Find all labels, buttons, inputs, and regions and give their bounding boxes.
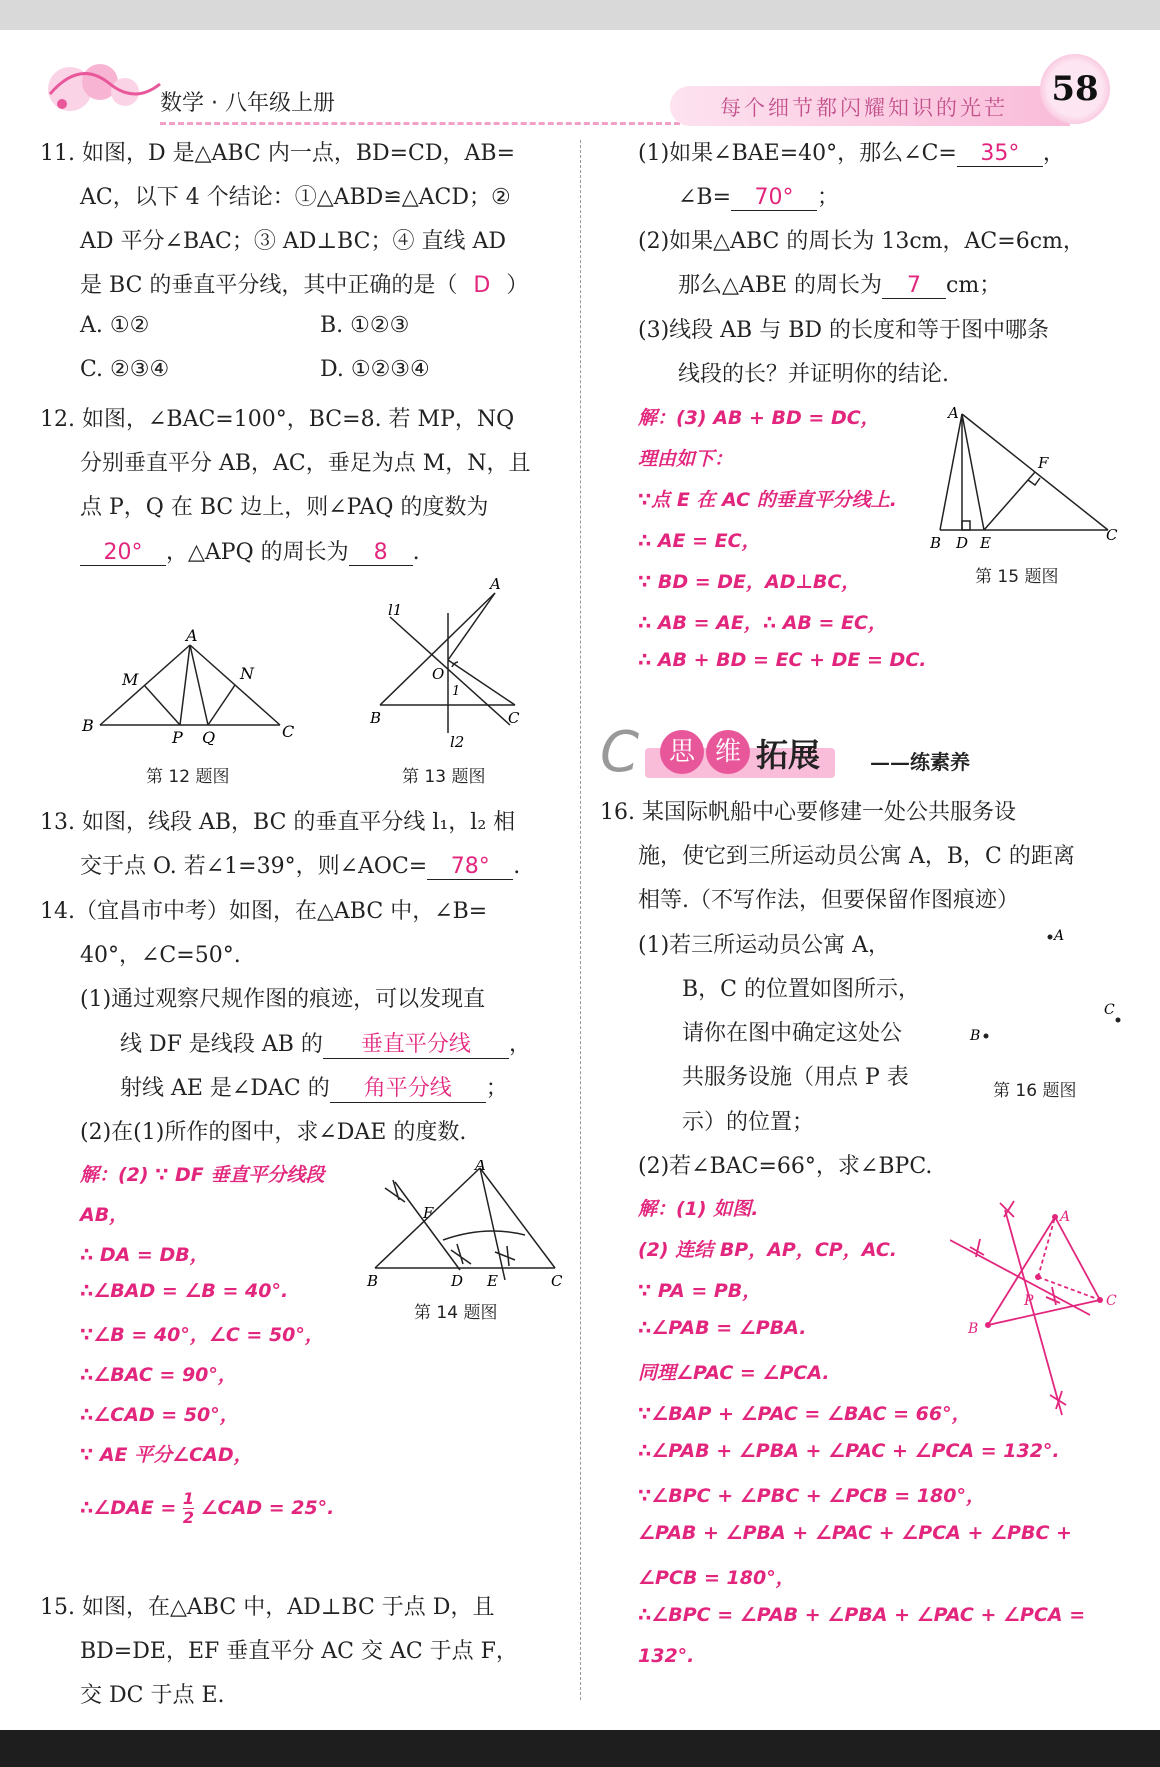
q16-line-1: 16. 某国际帆船中心要修建一处公共服务设 [600, 800, 1016, 825]
q15-line-2: BD=DE，EF 垂直平分 AC 交 AC 于点 F， [80, 1639, 518, 1664]
q12-end: . [412, 540, 420, 565]
sol15-line-5: ∵ BD = DE，AD⊥BC， [638, 571, 861, 593]
q12-line-3: 点 P，Q 在 BC 边上，则∠PAQ 的度数为 [80, 495, 489, 520]
fig15-label-d: D [956, 534, 969, 550]
q11-option-b: B. ①②③ [320, 313, 410, 338]
section-char-2: 维 [706, 730, 750, 774]
fig12-label-p: P [172, 728, 183, 745]
fig12-label-q: Q [202, 728, 216, 745]
fig16sol-label-a: A [1060, 1209, 1071, 1225]
q11-option-a: A. ①② [80, 313, 150, 338]
sol16-line-12: 132°. [638, 1645, 695, 1667]
fig13-label-b: B [370, 709, 382, 727]
sol16-line-6: ∵∠BAP + ∠PAC = ∠BAC = 66°， [638, 1403, 971, 1425]
fig14-label-a: A [475, 1160, 486, 1174]
fig14-label-e: E [487, 1272, 498, 1290]
sol16-line-9: ∠PAB + ∠PBA + ∠PAC + ∠PCA + ∠PBC + [638, 1522, 1072, 1544]
sol15-line-2: 理由如下： [638, 448, 734, 470]
q16-line-8: 示）的位置； [682, 1110, 815, 1135]
sol14-line-9-b: ∠CAD = 25°. [200, 1497, 335, 1519]
sol14-frac-den: 2 [182, 1508, 195, 1527]
sol16-line-1: 解：(1) 如图. [638, 1198, 759, 1220]
q11-line-4 [80, 268, 528, 299]
fig13-label-c: C [508, 709, 520, 727]
figure-16 [960, 920, 1130, 1040]
sol14-line-7: ∴∠CAD = 50°， [80, 1404, 239, 1426]
q15-part3-line-2: 线段的长？并证明你的结论. [678, 362, 949, 387]
column-divider [580, 140, 581, 1700]
fig13-label-l1: l1 [388, 601, 403, 619]
fig14-label-f: F [423, 1204, 434, 1222]
q11-option-d: D. ①②③④ [320, 357, 430, 382]
fig16sol-label-c: C [1106, 1293, 1117, 1309]
section-char-1: 思 [660, 730, 704, 774]
fig14-label-b: B [367, 1272, 379, 1290]
sol16-line-8: ∵∠BPC + ∠PBC + ∠PCB = 180°， [638, 1485, 985, 1507]
q15-part1-line-1 [638, 136, 1065, 167]
q14-line-5 [120, 1071, 508, 1103]
q15-part2-end: cm； [946, 273, 1002, 298]
q15-part1-sep: ， [1042, 141, 1065, 166]
q12-line-1: 12. 如图，∠BAC=100°，BC=8. 若 MP，NQ [40, 407, 515, 432]
q16-line-9: (2)若∠BAC=66°，求∠BPC. [638, 1154, 933, 1179]
fig13-label-1: 1 [452, 684, 461, 699]
sol15-line-6: ∴ AB = AE，∴ AB = EC， [638, 612, 887, 634]
sol16-line-10: ∠PCB = 180°， [638, 1567, 795, 1589]
sol14-line-1: 解：(2) ∵ DF 垂直平分线段 [80, 1164, 325, 1186]
fig14-label-c: C [551, 1272, 563, 1290]
fig15-label-e: E [980, 534, 991, 550]
section-letter: C [600, 720, 640, 785]
sol15-line-7: ∴ AB + BD = EC + DE = DC. [638, 649, 927, 671]
sol14-fraction [183, 1490, 194, 1527]
sol15-line-4: ∴ AE = EC， [638, 530, 761, 552]
q16-line-4: (1)若三所运动员公寓 A， [638, 933, 891, 958]
sol14-line-3: ∴ DA = DB， [80, 1244, 209, 1266]
q14-line-6: (2)在(1)所作的图中，求∠DAE 的度数. [80, 1120, 467, 1145]
q15-line-1: 15. 如图，在△ABC 中，AD⊥BC 于点 D，且 [40, 1595, 495, 1620]
sol16-line-11: ∴∠BPC = ∠PAB + ∠PBA + ∠PAC + ∠PCA = [638, 1604, 1086, 1626]
q13-line-2 [80, 849, 520, 880]
q16-line-5: B，C 的位置如图所示， [682, 977, 920, 1002]
figure-12 [80, 625, 300, 745]
q14-answer-1: 垂直平分线 [323, 1027, 509, 1059]
q15-part1-b-text: ∠B= [678, 185, 732, 210]
figure-14-caption: 第 14 题图 [414, 1303, 498, 1323]
q15-part1-answer-2: 70° [731, 185, 817, 211]
q11-line-2: AC，以下 4 个结论：①△ABD≌△ACD；② [80, 185, 511, 210]
q11-line-1: 11. 如图，D 是△ABC 内一点，BD=CD，AB= [40, 141, 516, 166]
fig16sol-label-b: B [968, 1321, 979, 1337]
q14-answer-2: 角平分线 [330, 1071, 486, 1103]
q14-line-4-end: ， [508, 1032, 531, 1057]
figure-13-caption: 第 13 题图 [402, 767, 486, 787]
motto-banner [670, 86, 1070, 126]
sol16-line-5: 同理∠PAC = ∠PCA. [638, 1362, 830, 1384]
q11-line-4-end: ） [506, 273, 529, 298]
sol14-line-9 [80, 1490, 334, 1527]
q11-line-3: AD 平分∠BAC；③ AD⊥BC；④ 直线 AD [80, 229, 506, 254]
q12-answer-2: 8 [349, 540, 413, 566]
figure-14 [365, 1160, 565, 1290]
page-number: 58 [1040, 54, 1110, 124]
header-dash [160, 122, 680, 125]
fig13-label-l2: l2 [450, 733, 465, 750]
section-subtitle: ——练素养 [870, 750, 970, 774]
q15-line-3: 交 DC 于点 E. [80, 1683, 225, 1708]
sol15-line-3: ∵点 E 在 AC 的垂直平分线上. [638, 489, 897, 511]
sol16-line-3: ∵ PA = PB， [638, 1280, 762, 1302]
q12-answer-1: 20° [80, 540, 166, 566]
figure-15 [930, 400, 1130, 550]
top-bar [0, 0, 1160, 30]
figure-13 [370, 575, 530, 750]
q11-answer: D [473, 273, 491, 298]
sol14-line-4: ∴∠BAD = ∠B = 40°. [80, 1280, 289, 1302]
q13-answer: 78° [427, 854, 513, 880]
fig14-label-d: D [451, 1272, 464, 1290]
sol16-line-2: (2) 连结 BP，AP，CP，AC. [638, 1239, 898, 1261]
fig12-label-n: N [240, 664, 254, 683]
sol16-line-4: ∴∠PAB = ∠PBA. [638, 1317, 807, 1339]
section-header [600, 720, 1120, 790]
q15-part2-line-2 [678, 268, 1001, 299]
q13-line-2-text: 交于点 O. 若∠1=39°，则∠AOC= [80, 854, 428, 879]
q14-line-2: 40°，∠C=50°. [80, 943, 241, 968]
q14-line-5-end: ； [485, 1076, 508, 1101]
q16-line-6: 请你在图中确定这处公 [682, 1021, 903, 1046]
page-header [40, 50, 1120, 130]
fig12-label-m: M [122, 670, 139, 689]
sol14-line-2: AB， [80, 1204, 129, 1226]
q14-line-4-text: 线 DF 是线段 AB 的 [120, 1032, 323, 1057]
q14-line-5-text: 射线 AE 是∠DAC 的 [120, 1076, 330, 1101]
motto-text: 每个细节都闪耀知识的光芒 [720, 96, 1008, 120]
q16-line-7: 共服务设施（用点 P 表 [682, 1065, 909, 1090]
q15-part1-text: (1)如果∠BAE=40°，那么∠C= [638, 141, 957, 166]
fig12-label-b: B [82, 716, 94, 735]
sol14-line-6: ∴∠BAC = 90°， [80, 1364, 237, 1386]
fig15-label-a: A [948, 404, 959, 422]
q12-line-2: 分别垂直平分 AB，AC，垂足为点 M，N，且 [80, 451, 531, 476]
fig12-label-c: C [282, 722, 295, 741]
q15-part2-answer: 7 [882, 273, 946, 299]
fig15-label-f: F [1038, 454, 1049, 472]
flower-decoration-icon [40, 54, 180, 124]
fig16sol-label-p: P [1024, 1293, 1034, 1309]
q15-part1-line-2 [678, 180, 839, 211]
q14-line-4 [120, 1027, 531, 1059]
fig16-label-a: A [1054, 928, 1065, 944]
q13-line-1: 13. 如图，线段 AB，BC 的垂直平分线 l₁，l₂ 相 [40, 810, 516, 835]
q15-part2-text: 那么△ABE 的周长为 [678, 273, 883, 298]
q16-line-2: 施，使它到三所运动员公寓 A，B，C 的距离 [638, 844, 1075, 869]
q14-line-1: 14.（宜昌市中考）如图，在△ABC 中，∠B= [40, 899, 488, 924]
figure-15-caption: 第 15 题图 [975, 567, 1059, 587]
sol15-line-1: 解：(3) AB + BD = DC， [638, 407, 880, 429]
q16-line-3: 相等.（不写作法，但要保留作图痕迹） [638, 888, 1019, 913]
q14-line-3: (1)通过观察尺规作图的痕迹，可以发现直 [80, 987, 486, 1012]
fig13-label-o: O [432, 665, 445, 683]
fig12-label-a: A [186, 626, 198, 645]
fig15-label-b: B [930, 534, 942, 550]
sol14-line-5: ∵∠B = 40°，∠C = 50°， [80, 1324, 324, 1346]
q13-end: . [513, 854, 521, 879]
book-title: 数学 · 八年级上册 [160, 91, 335, 116]
q15-part3-line-1: (3)线段 AB 与 BD 的长度和等于图中哪条 [638, 318, 1049, 343]
figure-16-solution [950, 1195, 1130, 1425]
bottom-bar [0, 1730, 1160, 1767]
fig13-label-a: A [490, 575, 501, 593]
q15-part1-end: ； [817, 185, 840, 210]
figure-16-caption: 第 16 题图 [993, 1081, 1077, 1101]
sol16-line-7: ∴∠PAB + ∠PBA + ∠PAC + ∠PCA = 132°. [638, 1440, 1060, 1462]
fig15-label-c: C [1106, 526, 1118, 544]
fig16-label-c: C [1104, 1002, 1115, 1018]
fig16-label-b: B [970, 1028, 981, 1040]
figure-12-caption: 第 12 题图 [146, 767, 230, 787]
q12-mid: ，△APQ 的周长为 [166, 540, 349, 565]
q11-line-4-text: 是 BC 的垂直平分线，其中正确的是（ [80, 273, 458, 298]
q15-part1-answer-1: 35° [957, 141, 1043, 167]
q15-part2-line-1: (2)如果△ABC 的周长为 13cm，AC=6cm， [638, 229, 1085, 254]
sol14-line-8: ∵ AE 平分∠CAD， [80, 1444, 253, 1466]
section-title: 拓展 [756, 736, 821, 774]
q11-option-c: C. ②③④ [80, 357, 170, 382]
q12-line-4 [80, 535, 420, 566]
sol14-line-9-a: ∴∠DAE = [80, 1497, 177, 1519]
sol14-frac-num: 1 [182, 1489, 195, 1508]
